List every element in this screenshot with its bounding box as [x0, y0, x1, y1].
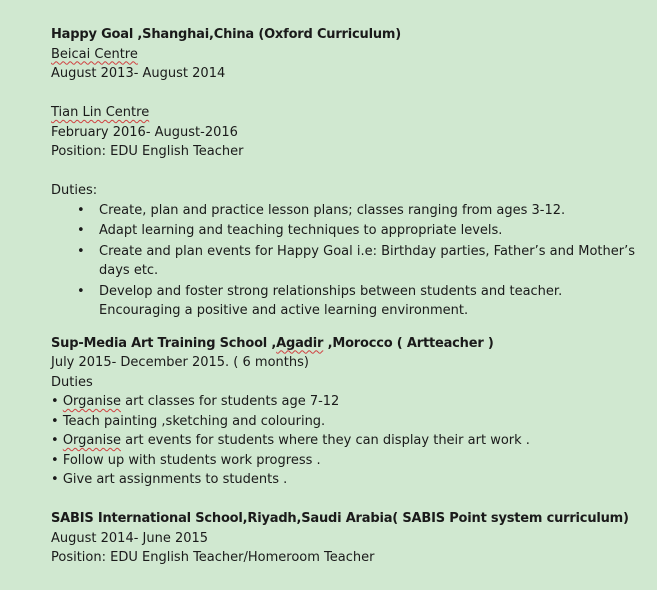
list-item	[51, 392, 651, 412]
section3-dates: August 2014- June 2015	[51, 530, 209, 546]
list-item	[51, 470, 651, 490]
list-item-text: art classes for students age 7-12	[121, 394, 340, 409]
duty-text: Adapt learning and teaching techniques to appropriate levels.	[99, 223, 503, 238]
section2-duties-label: Duties	[51, 374, 93, 390]
centre2-name-line	[51, 103, 651, 123]
bullet-icon: •	[77, 223, 85, 238]
bullet-icon: •	[51, 413, 63, 429]
section2-heading-city: Agadir	[276, 335, 324, 351]
list-item	[51, 431, 651, 451]
centre2-name: Tian Lin Centre	[51, 105, 150, 120]
spacer	[51, 322, 651, 334]
bullet-icon: •	[51, 452, 63, 468]
duty-item	[51, 282, 639, 321]
centre1-name-line	[51, 45, 651, 65]
section1-duties-list	[51, 201, 651, 321]
duty-text: Create, plan and practice lesson plans; classes ranging from ages 3-12.	[99, 202, 566, 218]
duty-text: Develop and foster strong relationships between students and teacher. Encouraging a positive and active learning environment.	[99, 283, 563, 318]
section2-heading-post: ,Morocco ( Artteacher )	[323, 335, 494, 351]
section1-heading: Happy Goal ,Shanghai,China (Oxford Curriculum)	[51, 27, 401, 42]
section2-duties-list	[51, 392, 651, 490]
centre1-dates: August 2013- August 2014	[51, 66, 226, 81]
duty-item	[51, 242, 639, 281]
bullet-icon: •	[77, 283, 85, 299]
list-item-text: Follow up with students work progress .	[62, 452, 321, 468]
section2-dates: July 2015- December 2015. ( 6 months)	[51, 355, 309, 370]
duty-item	[51, 201, 639, 221]
centre2-position: Position: EDU English Teacher	[51, 144, 244, 159]
section2-heading	[51, 334, 651, 354]
bullet-icon: •	[77, 202, 85, 218]
spacer	[51, 84, 651, 104]
list-item-text: Teach painting ,sketching and colouring.	[62, 413, 326, 429]
list-item	[51, 412, 651, 432]
list-item-keyword: Organise	[62, 433, 122, 448]
bullet-icon: •	[51, 472, 63, 487]
list-item-keyword: Organise	[62, 394, 122, 409]
section1-duties-label: Duties:	[51, 183, 98, 198]
centre1-name: Beicai Centre	[51, 46, 138, 62]
bullet-icon: •	[77, 243, 85, 259]
section2-heading-pre: Sup-Media Art Training School ,	[51, 335, 277, 351]
spacer	[51, 490, 651, 510]
bullet-icon: •	[51, 394, 63, 409]
centre2-dates: February 2016- August-2016	[51, 124, 238, 140]
list-item-text: Give art assignments to students .	[62, 472, 288, 487]
resume-page	[51, 25, 651, 568]
section3-heading: SABIS International School,Riyadh,Saudi Arabia( SABIS Point system curriculum)	[51, 511, 629, 526]
section3-position: Position: EDU English Teacher/Homeroom Teacher	[51, 550, 375, 565]
list-item-text: art events for students where they can display their art work .	[121, 433, 530, 448]
bullet-icon: •	[51, 433, 63, 448]
list-item	[51, 451, 651, 471]
duty-text: Create and plan events for Happy Goal i.e: Birthday parties, Father’s and Mother’s days etc.	[99, 243, 635, 278]
duty-item	[51, 221, 639, 241]
spacer	[51, 162, 651, 182]
